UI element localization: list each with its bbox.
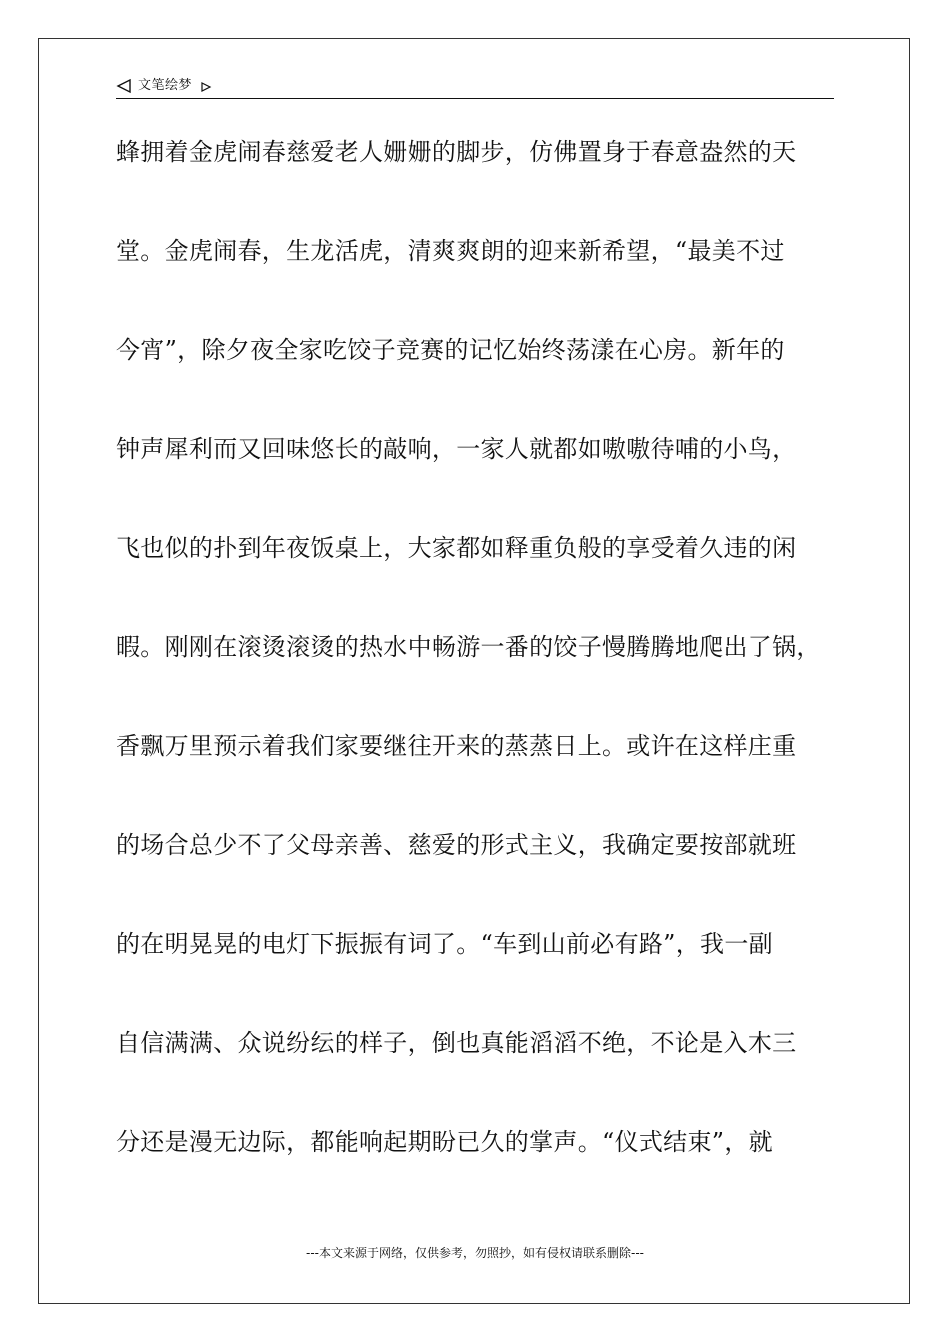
header-title: 文笔绘梦 xyxy=(138,78,193,93)
text-line: 的在明晃晃的电灯下振振有词了。“车到山前必有路”，我一副 xyxy=(116,930,773,958)
triangle-right-icon xyxy=(200,80,212,92)
text-line: 钟声犀利而又回味悠长的敲响，一家人就都如嗷嗷待哺的小鸟， xyxy=(116,435,797,463)
triangle-left-icon xyxy=(116,78,132,94)
text-line: 自信满满、众说纷纭的样子，倒也真能滔滔不绝，不论是入木三 xyxy=(116,1029,797,1057)
text-line: 今宵”，除夕夜全家吃饺子竞赛的记忆始终荡漾在心房。新年的 xyxy=(116,336,785,364)
text-line: 蜂拥着金虎闹春慈爱老人姗姗的脚步，仿佛置身于春意盎然的天 xyxy=(116,138,797,166)
text-line: 堂。金虎闹春，生龙活虎，清爽爽朗的迎来新希望，“最美不过 xyxy=(116,237,785,265)
page-header xyxy=(116,74,834,99)
body-text xyxy=(116,126,846,1215)
footer-disclaimer: ---本文来源于网络，仅供参考，勿照抄，如有侵权请联系删除--- xyxy=(306,1246,644,1260)
text-line: 香飘万里预示着我们家要继往开来的蒸蒸日上。或许在这样庄重 xyxy=(116,732,797,760)
text-line: 暇。刚刚在滚烫滚烫的热水中畅游一番的饺子慢腾腾地爬出了锅， xyxy=(116,633,821,661)
text-line: 分还是漫无边际，都能响起期盼已久的掌声。“仪式结束”，就 xyxy=(116,1128,773,1156)
text-line: 飞也似的扑到年夜饭桌上，大家都如释重负般的享受着久违的闲 xyxy=(116,534,797,562)
text-line: 的场合总少不了父母亲善、慈爱的形式主义，我确定要按部就班 xyxy=(116,831,797,859)
